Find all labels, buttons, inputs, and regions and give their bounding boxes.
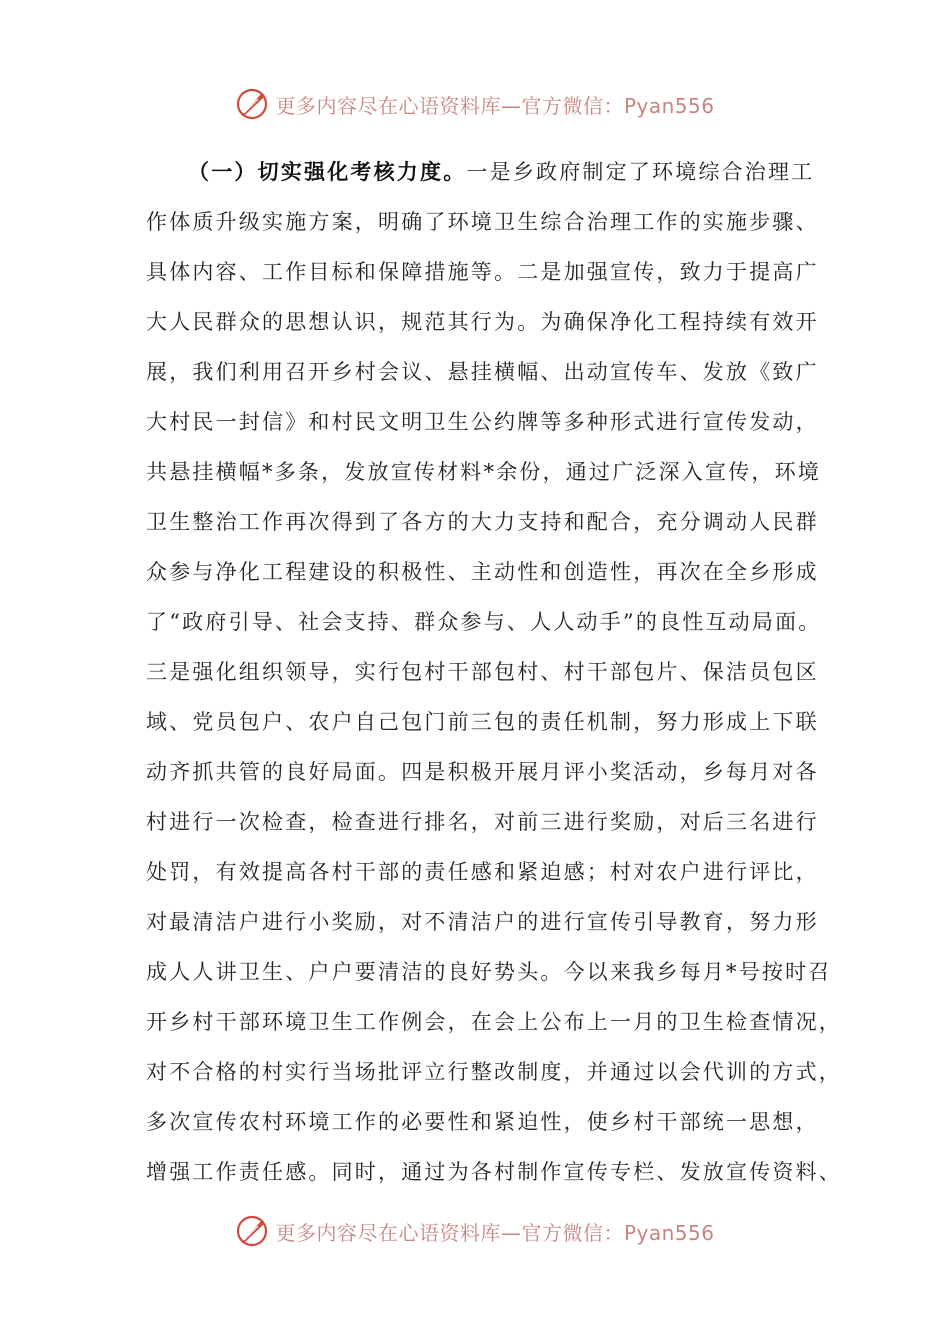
- paragraph-line: 众参与净化工程建设的积极性、主动性和创造性，再次在全乡形成: [146, 560, 819, 584]
- paragraph-line: 三是强化组织领导，实行包村干部包村、村干部包片、保洁员包区: [146, 660, 819, 684]
- paragraph-line: 对最清洁户进行小奖励，对不清洁户的进行宣传引导教育，努力形: [146, 910, 819, 934]
- paragraph-line: 共悬挂横幅*多条，发放宣传材料*余份，通过广泛深入宣传，环境: [146, 460, 821, 484]
- paragraph-line: 开乡村干部环境卫生工作例会，在会上公布上一月的卫生检查情况，: [146, 1010, 842, 1034]
- paragraph-line: 域、党员包户、农户自己包门前三包的责任机制，努力形成上下联: [146, 710, 819, 734]
- paragraph-line-first: [146, 147, 815, 197]
- paragraph-line: 展，我们利用召开乡村会议、悬挂横幅、出动宣传车、发放《致广: [146, 360, 819, 384]
- section-heading: （一）切实强化考核力度。: [188, 160, 467, 184]
- header-banner: [0, 84, 950, 124]
- paragraph-line: 大村民一封信》和村民文明卫生公约牌等多种形式进行宣传发动，: [146, 410, 819, 434]
- paragraph-line: 了“政府引导、社会支持、群众参与、人人动手”的良性互动局面。: [146, 610, 822, 634]
- quill-logo-icon: [235, 1214, 269, 1248]
- paragraph-line: 多次宣传农村环境工作的必要性和紧迫性，使乡村干部统一思想，: [146, 1110, 819, 1134]
- paragraph-line: 大人民群众的思想认识，规范其行为。为确保净化工程持续有效开: [146, 310, 819, 334]
- paragraph-line: 作体质升级实施方案，明确了环境卫生综合治理工作的实施步骤、: [146, 210, 819, 234]
- header-banner-text: 更多内容尽在心语资料库—官方微信：Pyan556: [275, 93, 715, 118]
- footer-banner: [0, 1211, 950, 1251]
- paragraph-line: 一是乡政府制定了环境综合治理工: [466, 160, 815, 184]
- quill-logo-icon: [235, 87, 269, 121]
- paragraph-line: 增强工作责任感。同时，通过为各村制作宣传专栏、发放宣传资料、: [146, 1160, 842, 1184]
- paragraph-line: 成人人讲卫生、户户要清洁的良好势头。今以来我乡每月*号按时召: [146, 960, 832, 984]
- paragraph-line: 具体内容、工作目标和保障措施等。二是加强宣传，致力于提高广: [146, 260, 819, 284]
- footer-banner-text: 更多内容尽在心语资料库—官方微信：Pyan556: [275, 1220, 715, 1245]
- paragraph-line: 处罚，有效提高各村干部的责任感和紧迫感；村对农户进行评比，: [146, 860, 819, 884]
- paragraph-line: 村进行一次检查，检查进行排名，对前三进行奖励，对后三名进行: [146, 810, 819, 834]
- paragraph-line: 对不合格的村实行当场批评立行整改制度，并通过以会代训的方式，: [146, 1060, 842, 1084]
- paragraph-line: 卫生整治工作再次得到了各方的大力支持和配合，充分调动人民群: [146, 510, 819, 534]
- paragraph-line: 动齐抓共管的良好局面。四是积极开展月评小奖活动，乡每月对各: [146, 760, 819, 784]
- document-body: [146, 147, 842, 1197]
